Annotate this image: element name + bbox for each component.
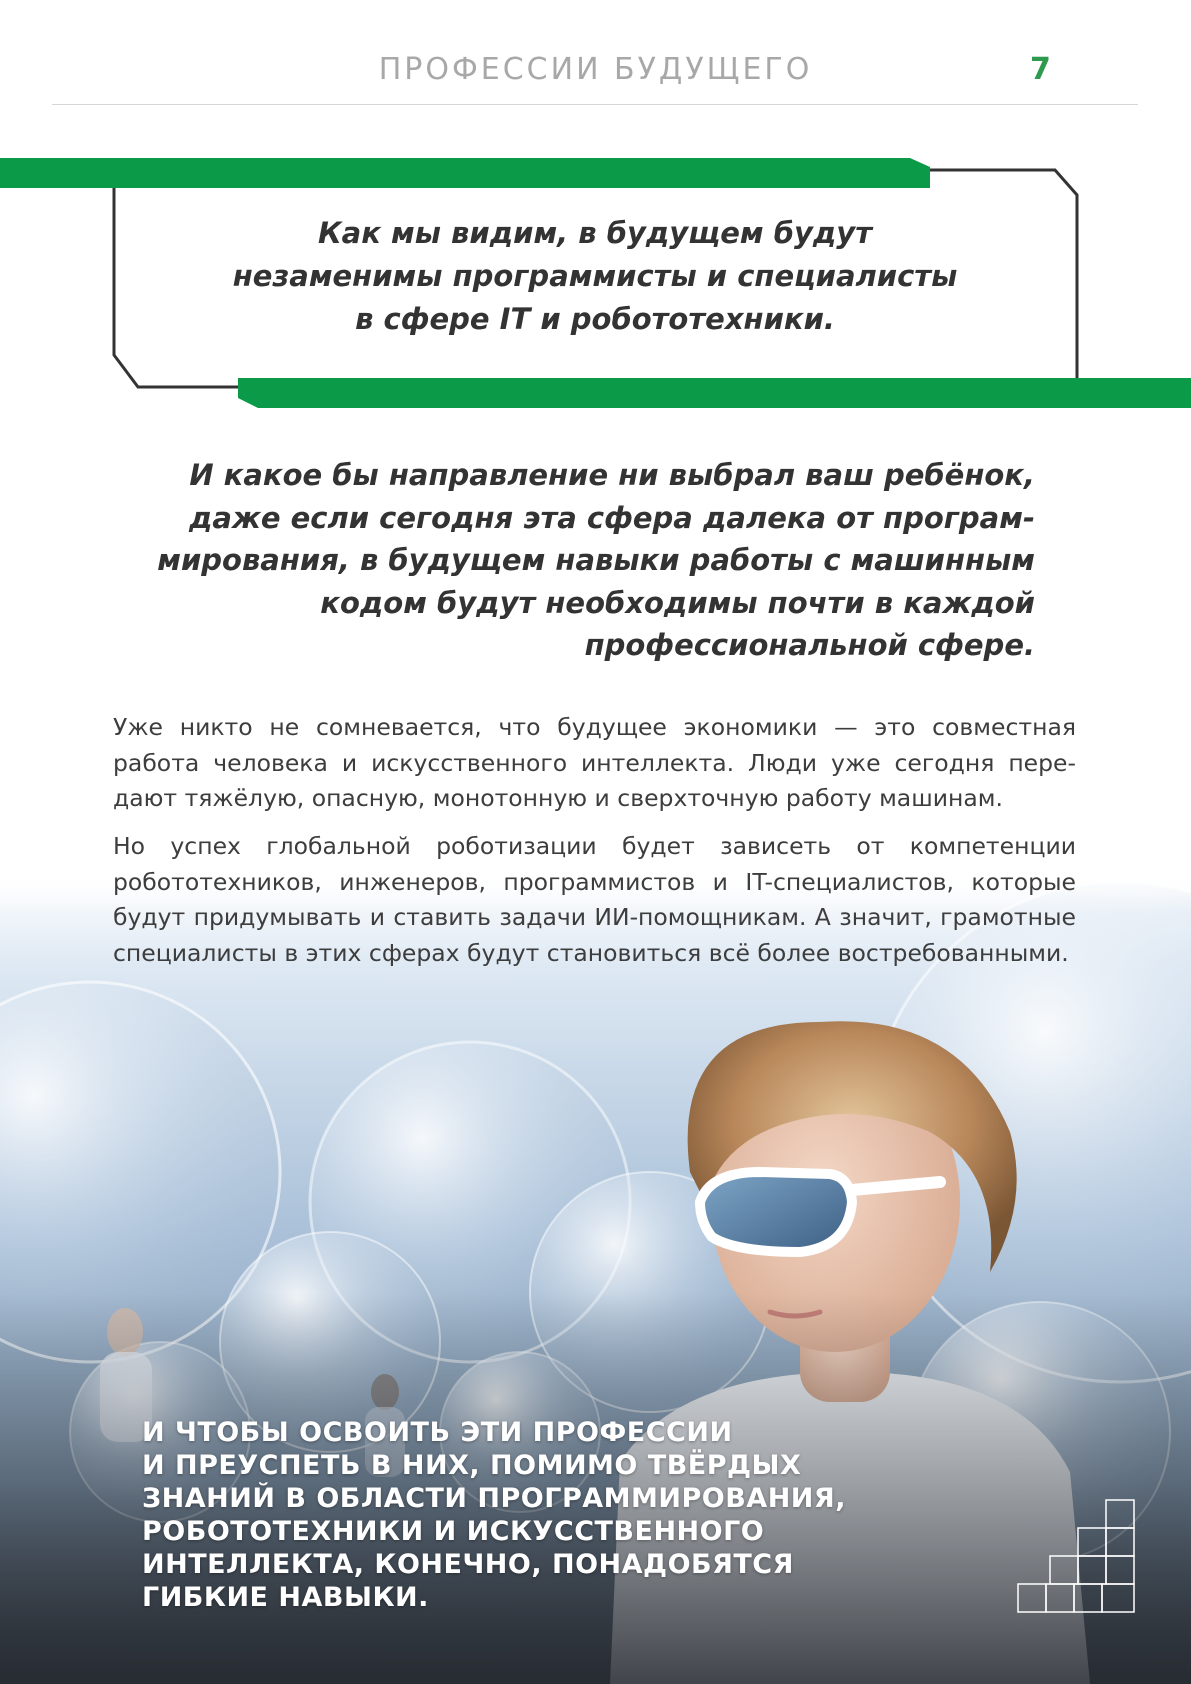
quote-bottom-green-bar: [238, 378, 1191, 408]
lead-line: профессиональной сфере.: [584, 628, 1035, 662]
quote-line: незаменимы программисты и специалисты: [232, 259, 958, 293]
lead-line: И какое бы направление ни выбрал ваш ребёнок,: [189, 458, 1035, 492]
cta-line: И ЧТОБЫ ОСВОИТЬ ЭТИ ПРОФЕССИИ: [142, 1417, 733, 1448]
page-number: 7: [1030, 52, 1051, 87]
cta-heading: [142, 1416, 902, 1614]
header-divider: [52, 104, 1138, 105]
cta-line: ИНТЕЛЛЕКТА, КОНЕЧНО, ПОНАДОБЯТСЯ: [142, 1549, 794, 1580]
stairs-grid-icon: [1016, 1498, 1136, 1618]
lead-line: кодом будут необходимы почти в каждой: [320, 585, 1035, 620]
lead-line: мирования, в будущем навыки работы с машинным: [157, 543, 1035, 577]
quote-line: в сфере IT и робототехники.: [355, 302, 835, 336]
body-paragraph-1: Уже никто не сомневается, что будущее экономики — это совместная работа человека и искусственного интеллекта. Люди уже сегодня пере-дают тяжёлую, опасную, монотонную и сверхточную работу машинам.: [113, 713, 1076, 812]
cta-line: РОБОТОТЕХНИКИ И ИСКУССТВЕННОГО: [142, 1516, 765, 1547]
body-paragraph-2: Но успех глобальной роботизации будет зависеть от компетенции робототехников, инженеров, программистов и IT-специалистов, которые будут придумывать и ставить задачи ИИ-помощникам. А значит, грамотные специалисты в этих сферах будут становиться всё более востребованными.: [113, 832, 1076, 967]
quote-text: [150, 212, 1040, 341]
quote-line: Как мы видим, в будущем будут: [317, 216, 873, 250]
quote-top-green-bar: [0, 158, 930, 188]
cta-line: ГИБКИЕ НАВЫКИ.: [142, 1582, 429, 1613]
lead-paragraph: [130, 454, 1035, 667]
cta-line: И ПРЕУСПЕТЬ В НИХ, ПОМИМО ТВЁРДЫХ: [142, 1450, 802, 1481]
cta-line: ЗНАНИЙ В ОБЛАСТИ ПРОГРАММИРОВАНИЯ,: [142, 1483, 846, 1514]
lead-line: даже если сегодня эта сфера далека от програм-: [189, 500, 1035, 535]
page-header-title: ПРОФЕССИИ БУДУЩЕГО: [378, 52, 813, 87]
